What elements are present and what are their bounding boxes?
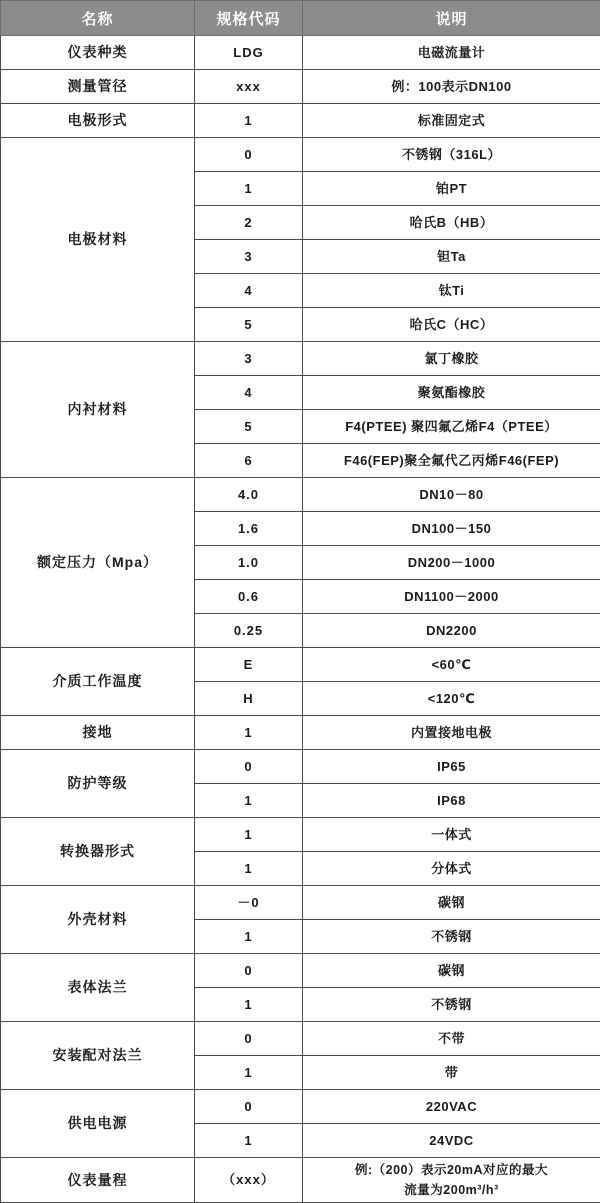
- spec-code-cell: 4: [195, 274, 303, 308]
- spec-code-cell: 4: [195, 376, 303, 410]
- spec-code-cell: 1: [195, 1124, 303, 1158]
- spec-description-cell: F4(PTEE) 聚四氟乙烯F4（PTEE）: [303, 410, 600, 444]
- spec-code-cell: xxx: [195, 70, 303, 104]
- spec-code-cell: 1: [195, 920, 303, 954]
- spec-code-cell: 1: [195, 818, 303, 852]
- spec-description-cell: 例：100表示DN100: [303, 70, 600, 104]
- spec-code-cell: 2: [195, 206, 303, 240]
- spec-code-cell: 4.0: [195, 478, 303, 512]
- spec-description-cell: 碳钢: [303, 954, 600, 988]
- spec-description-cell: 哈氏B（HB）: [303, 206, 600, 240]
- table-row: [1, 478, 600, 512]
- spec-code-cell: 1: [195, 1056, 303, 1090]
- table-row: [1, 750, 600, 784]
- spec-description-cell: IP65: [303, 750, 600, 784]
- spec-code-cell: 0: [195, 1022, 303, 1056]
- row-group-name: 测量管径: [1, 70, 195, 104]
- table-row: [1, 886, 600, 920]
- spec-code-cell: 1: [195, 716, 303, 750]
- row-group-name: 防护等级: [1, 750, 195, 818]
- spec-code-cell: 5: [195, 308, 303, 342]
- spec-code-cell: 1: [195, 784, 303, 818]
- spec-description-cell: 分体式: [303, 852, 600, 886]
- spec-code-cell: 1: [195, 172, 303, 206]
- spec-description-cell: F46(FEP)聚全氟代乙丙烯F46(FEP): [303, 444, 600, 478]
- spec-code-cell: 1.0: [195, 546, 303, 580]
- spec-code-cell: LDG: [195, 36, 303, 70]
- row-group-name: 电极形式: [1, 104, 195, 138]
- spec-description-cell: 标准固定式: [303, 104, 600, 138]
- spec-description-cell: DN1100－2000: [303, 580, 600, 614]
- spec-code-cell: 6: [195, 444, 303, 478]
- spec-description-cell: 带: [303, 1056, 600, 1090]
- spec-code-cell: 5: [195, 410, 303, 444]
- table-row: [1, 1090, 600, 1124]
- spec-code-cell: （xxx）: [195, 1158, 303, 1203]
- table-row: [1, 648, 600, 682]
- spec-description-cell: DN2200: [303, 614, 600, 648]
- spec-code-cell: 0: [195, 1090, 303, 1124]
- spec-code-cell: 0: [195, 750, 303, 784]
- spec-description-cell: 碳钢: [303, 886, 600, 920]
- table-row: [1, 104, 600, 138]
- table-row: [1, 716, 600, 750]
- spec-description-cell: 不锈钢（316L）: [303, 138, 600, 172]
- column-header-name: 名称: [1, 1, 195, 36]
- table-row: [1, 342, 600, 376]
- spec-description-cell: DN200－1000: [303, 546, 600, 580]
- spec-description-cell: 铂PT: [303, 172, 600, 206]
- spec-code-cell: H: [195, 682, 303, 716]
- spec-description-cell: 不锈钢: [303, 920, 600, 954]
- spec-code-cell: 0.6: [195, 580, 303, 614]
- spec-description-cell: 内置接地电极: [303, 716, 600, 750]
- table-row: [1, 36, 600, 70]
- spec-code-cell: 1.6: [195, 512, 303, 546]
- spec-code-cell: －0: [195, 886, 303, 920]
- row-group-name: 电极材料: [1, 138, 195, 342]
- spec-code-cell: 1: [195, 852, 303, 886]
- spec-description-cell: <120℃: [303, 682, 600, 716]
- spec-description-cell: 不带: [303, 1022, 600, 1056]
- table-row: [1, 818, 600, 852]
- row-group-name: 额定压力（Mpa）: [1, 478, 195, 648]
- spec-description-cell: 钽Ta: [303, 240, 600, 274]
- table-row: [1, 1158, 600, 1203]
- row-group-name: 表体法兰: [1, 954, 195, 1022]
- row-group-name: 转换器形式: [1, 818, 195, 886]
- spec-code-cell: 1: [195, 104, 303, 138]
- row-group-name: 供电电源: [1, 1090, 195, 1158]
- table-header: [1, 1, 600, 36]
- spec-description-cell: IP68: [303, 784, 600, 818]
- table-body: [1, 36, 600, 1203]
- row-group-name: 接地: [1, 716, 195, 750]
- spec-description-cell: 24VDC: [303, 1124, 600, 1158]
- column-header-code: 规格代码: [195, 1, 303, 36]
- table-row: [1, 138, 600, 172]
- spec-code-cell: 3: [195, 240, 303, 274]
- table-row: [1, 70, 600, 104]
- column-header-description: 说明: [303, 1, 600, 36]
- table-row: [1, 1022, 600, 1056]
- row-group-name: 仪表量程: [1, 1158, 195, 1203]
- spec-description-cell: 220VAC: [303, 1090, 600, 1124]
- spec-code-cell: 0.25: [195, 614, 303, 648]
- spec-code-cell: 0: [195, 954, 303, 988]
- spec-description-cell: DN10－80: [303, 478, 600, 512]
- spec-description-cell: 钛Ti: [303, 274, 600, 308]
- row-group-name: 介质工作温度: [1, 648, 195, 716]
- spec-code-cell: E: [195, 648, 303, 682]
- spec-code-cell: 1: [195, 988, 303, 1022]
- row-group-name: 外壳材料: [1, 886, 195, 954]
- spec-description-cell: 哈氏C（HC）: [303, 308, 600, 342]
- row-group-name: 内衬材料: [1, 342, 195, 478]
- spec-description-cell: <60℃: [303, 648, 600, 682]
- spec-description-cell: 氯丁橡胶: [303, 342, 600, 376]
- spec-code-cell: 0: [195, 138, 303, 172]
- row-group-name: 仪表种类: [1, 36, 195, 70]
- row-group-name: 安装配对法兰: [1, 1022, 195, 1090]
- spec-description-cell: 聚氨酯橡胶: [303, 376, 600, 410]
- spec-description-cell: 不锈钢: [303, 988, 600, 1022]
- spec-code-cell: 3: [195, 342, 303, 376]
- spec-description-cell: 例:（200）表示20mA对应的最大 流量为200m³/h³: [303, 1158, 600, 1203]
- table-row: [1, 954, 600, 988]
- table-header-row: [1, 1, 600, 36]
- spec-description-cell: 一体式: [303, 818, 600, 852]
- spec-description-cell: DN100－150: [303, 512, 600, 546]
- spec-description-cell: 电磁流量计: [303, 36, 600, 70]
